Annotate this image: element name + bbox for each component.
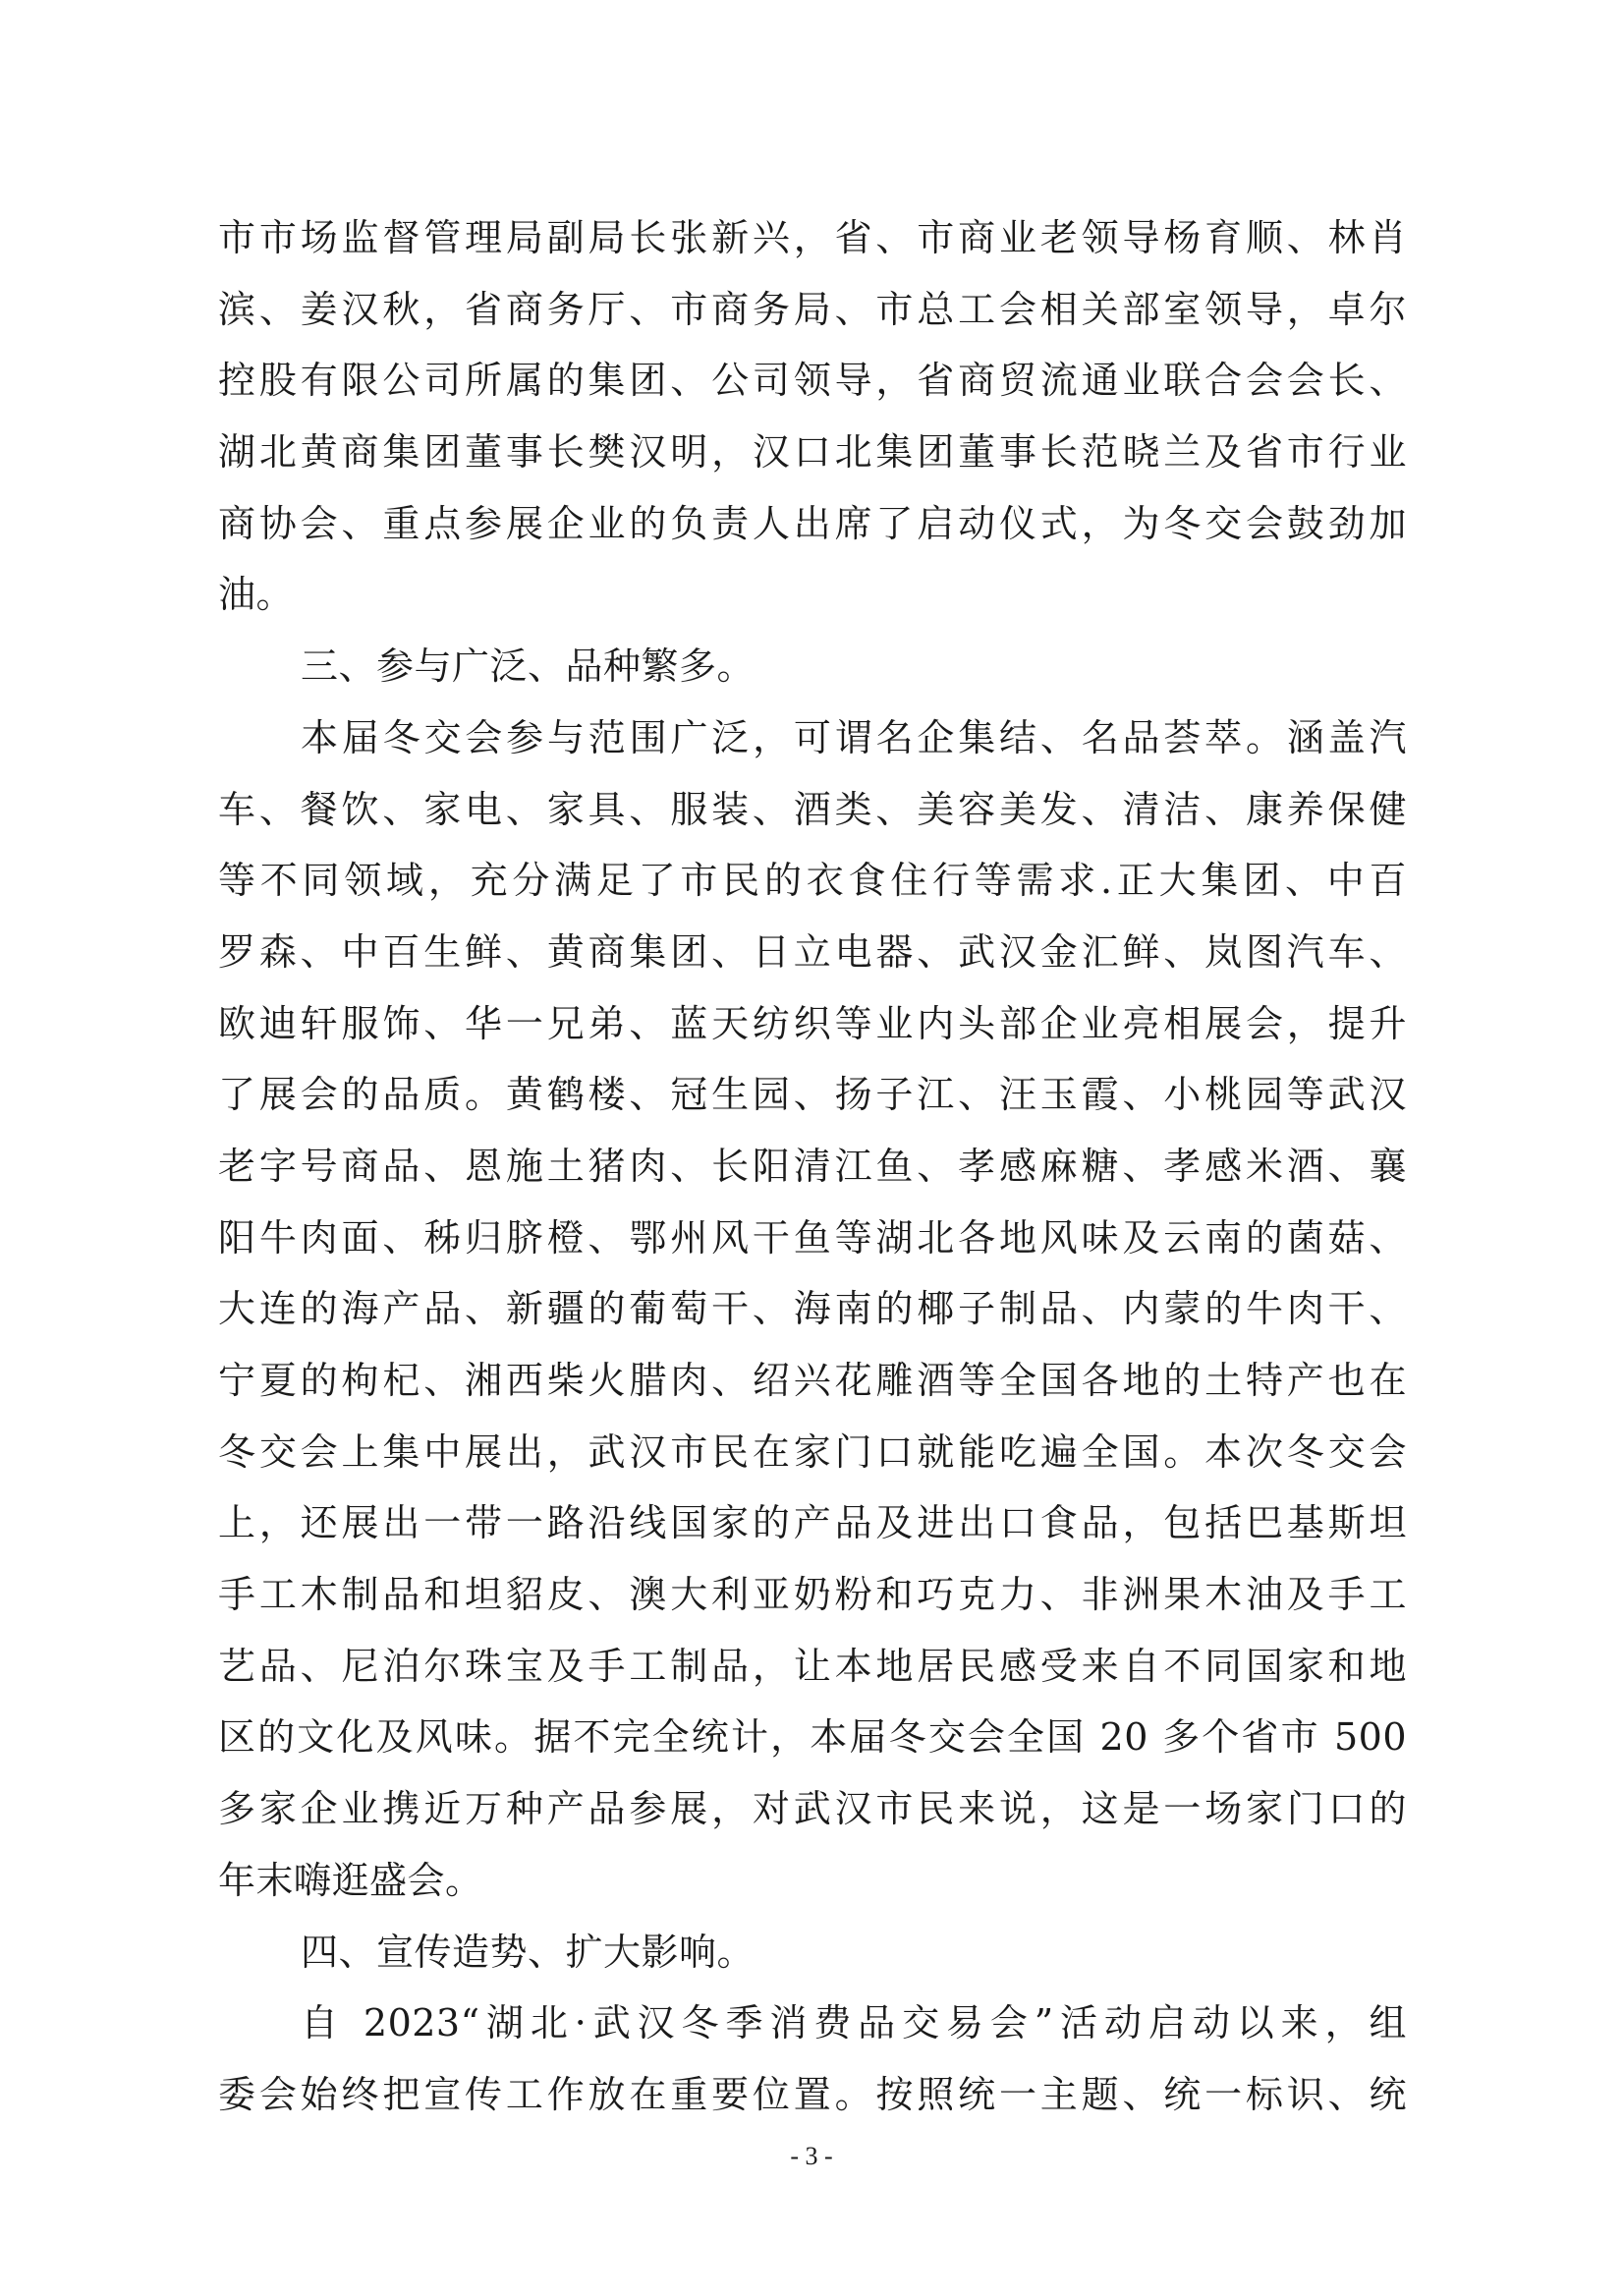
text-line: 大连的海产品、新疆的葡萄干、海南的椰子制品、内蒙的牛肉干、 — [218, 1287, 1407, 1331]
text-line: 年末嗨逛盛会。 — [218, 1858, 483, 1902]
text-line: 委会始终把宣传工作放在重要位置。按照统一主题、统一标识、统 — [218, 2072, 1407, 2116]
text-line: 冬交会上集中展出，武汉市民在家门口就能吃遍全国。本次冬交会 — [218, 1429, 1407, 1474]
text-line: 车、餐饮、家电、家具、服装、酒类、美容美发、清洁、康养保健 — [218, 787, 1407, 831]
text-line: 商协会、重点参展企业的负责人出席了启动仪式，为冬交会鼓劲加 — [218, 501, 1407, 545]
text-line: 等不同领域，充分满足了市民的衣食住行等需求.正大集团、中百 — [218, 859, 1407, 903]
text-line: 手工木制品和坦貂皮、澳大利亚奶粉和巧克力、非洲果木油及手工 — [218, 1573, 1407, 1617]
text-line: 多家企业携近万种产品参展，对武汉市民来说，这是一场家门口的 — [218, 1787, 1407, 1831]
text-line: 湖北黄商集团董事长樊汉明，汉口北集团董事长范晓兰及省市行业 — [218, 430, 1407, 475]
text-line: 本届冬交会参与范围广泛，可谓名企集结、名品荟萃。涵盖汽 — [301, 715, 1407, 759]
text-line: 欧迪轩服饰、华一兄弟、蓝天纺织等业内头部企业亮相展会，提升 — [218, 1001, 1407, 1045]
text-line: 宁夏的枸杞、湘西柴火腊肉、绍兴花雕酒等全国各地的土特产也在 — [218, 1359, 1407, 1402]
page-number: - 3 - — [790, 2142, 833, 2170]
text-line: 了展会的品质。黄鹤楼、冠生园、扬子江、汪玉霞、小桃园等武汉 — [218, 1073, 1407, 1117]
document-body — [218, 202, 1407, 2131]
text-line: 老字号商品、恩施土猪肉、长阳清江鱼、孝感麻糖、孝感米酒、襄 — [218, 1144, 1407, 1188]
text-line: 油。 — [218, 573, 295, 617]
section-heading: 四、宣传造势、扩大影响。 — [301, 1930, 756, 1974]
text-line: 罗森、中百生鲜、黄商集团、日立电器、武汉金汇鲜、岚图汽车、 — [218, 929, 1407, 974]
text-line: 阳牛肉面、秭归脐橙、鄂州风干鱼等湖北各地风味及云南的菌菇、 — [218, 1215, 1407, 1260]
text-line: 上，还展出一带一路沿线国家的产品及进出口食品，包括巴基斯坦 — [218, 1501, 1407, 1545]
text-line: 市市场监督管理局副局长张新兴，省、市商业老领导杨育顺、林肖 — [218, 216, 1407, 259]
text-line: 控股有限公司所属的集团、公司领导，省商贸流通业联合会会长、 — [218, 359, 1407, 403]
section-heading: 三、参与广泛、品种繁多。 — [301, 644, 756, 689]
text-line: 艺品、尼泊尔珠宝及手工制品，让本地居民感受来自不同国家和地 — [218, 1644, 1407, 1688]
text-line: 自 2023“湖北·武汉冬季消费品交易会”活动启动以来，组 — [301, 2001, 1407, 2045]
text-line: 区的文化及风味。据不完全统计，本届冬交会全国 20 多个省市 500 — [218, 1715, 1407, 1760]
text-line: 滨、姜汉秋，省商务厅、市商务局、市总工会相关部室领导，卓尔 — [218, 287, 1407, 331]
